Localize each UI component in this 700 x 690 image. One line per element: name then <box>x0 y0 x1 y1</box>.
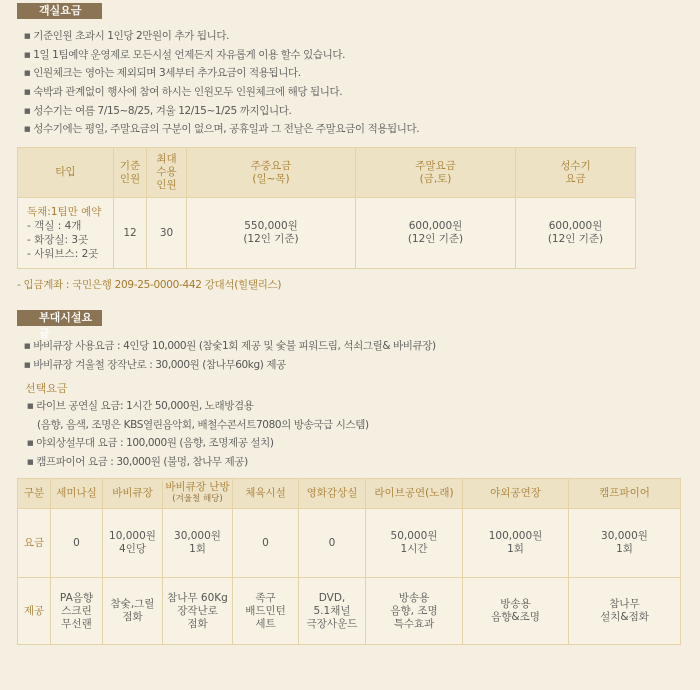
price-cell <box>516 198 636 269</box>
type-line: - 객실 : 4개 <box>27 220 82 232</box>
cell-line: 1회 <box>507 543 524 555</box>
cell-line: 타입 <box>55 166 76 178</box>
cell-line: 참나무 60Kg <box>167 591 228 604</box>
cell-line: 배드민턴 <box>245 604 286 617</box>
header-label: 라이브공연(노래) <box>374 487 454 499</box>
cell-line: 10,000원 <box>109 530 156 542</box>
room-rate-table <box>17 147 636 269</box>
facility-rate-table <box>17 478 681 645</box>
header-cell <box>163 479 233 509</box>
header-cell <box>114 148 147 198</box>
cell-line: 4인당 <box>119 543 146 555</box>
cell-line: 요금 <box>565 172 586 185</box>
table-cell <box>163 578 233 645</box>
note-item: ■ 바비큐장 사용요금 : 4인당 10,000원 (참숯1회 제공 및 숯불 피워드림, 석쇠그릴& 바비큐장) <box>24 337 436 356</box>
note-item: (음향, 음색, 조명은 KBS열린음악회, 배철수콘서트7080의 방송국급 시스템) <box>37 418 369 431</box>
cell-line: 1회 <box>189 543 206 555</box>
note-item: ■ 야외상설무대 요금 : 100,000원 (음향, 조명제공 설치) <box>27 434 369 453</box>
cell-line: 참숯,그릴 <box>110 598 155 610</box>
header-label: 바비큐장 난방 <box>165 481 230 493</box>
header-cell <box>18 148 114 198</box>
cell-line: 주말요금 <box>415 159 456 172</box>
header-cell <box>356 148 516 198</box>
header-label: 바비큐장 <box>112 487 153 499</box>
note-item: ■ 성수기에는 평일, 주말요금의 구분이 없으며, 공휴일과 그 전날은 주말요금이 적용됩니다. <box>24 120 419 139</box>
cell-line: PA음향 <box>59 591 94 604</box>
header-cell <box>463 479 569 509</box>
room-rates-tab: 객실요금 <box>17 3 102 19</box>
optional-title: 선택요금 <box>25 382 68 395</box>
cell-line: 5.1채널 <box>313 604 351 617</box>
cell-line: 성수기 <box>560 159 591 172</box>
cell-line: 1회 <box>616 543 633 555</box>
cell-line: 550,000원 <box>244 220 298 232</box>
header-cell <box>51 479 103 509</box>
header-cell <box>147 148 187 198</box>
type-line: - 사워브스: 2곳 <box>27 248 99 260</box>
table-cell <box>233 578 299 645</box>
header-sub: (겨울철 해당) <box>172 494 223 504</box>
header-cell <box>366 479 463 509</box>
cell-line: (일~목) <box>252 172 290 185</box>
cell-line: 장작난로 <box>177 604 218 617</box>
cell-line: 50,000원 <box>390 530 438 542</box>
cell-line: (12인 기준) <box>407 233 464 245</box>
table-cell <box>103 509 163 578</box>
table-cell <box>299 509 366 578</box>
max-persons-cell: 30 <box>147 198 187 269</box>
bank-account: - 입금계좌 : 국민은행 209-25-0000-442 강대석(힐탤리스) <box>17 279 282 291</box>
header-label: 야외공연장 <box>490 487 541 499</box>
cell-line: 설치&점화 <box>600 611 649 623</box>
cell-line: (12인 기준) <box>547 233 604 245</box>
note-item: ■ 라이브 공연실 요금: 1시간 50,000원, 노래방겸용 <box>27 397 369 416</box>
cell-line: 방송용 <box>500 598 531 610</box>
header-label: 캠프파이어 <box>599 487 650 499</box>
cell-line: 0 <box>328 536 336 549</box>
header-cell <box>103 479 163 509</box>
cell-line: 점화 <box>187 617 208 630</box>
row-label: 요금 <box>18 509 51 578</box>
header-label: 세미나실 <box>56 487 97 499</box>
room-notes <box>24 27 419 139</box>
table-cell <box>463 509 569 578</box>
note-item: ■ 바비큐장 겨울철 장작난로 : 30,000원 (참나무60kg) 제공 <box>24 356 436 375</box>
note-item: ■ 기준인원 초과시 1인당 2만원이 추가 됩니다. <box>24 27 419 46</box>
cell-line: 최대 <box>156 153 177 165</box>
cell-line: 600,000원 <box>548 220 603 232</box>
header-cell <box>569 479 681 509</box>
table-cell <box>366 578 463 645</box>
cell-line: 극장사운드 <box>306 617 358 630</box>
cell-line: (금,토) <box>419 172 452 185</box>
cell-line: 1시간 <box>400 543 428 555</box>
table-cell <box>569 509 681 578</box>
cell-line: DVD, <box>318 591 346 604</box>
cell-line: 인원 <box>156 179 177 191</box>
table-cell <box>463 578 569 645</box>
note-item: ■ 성수기는 여름 7/15~8/25, 겨울 12/15~1/25 까지입니다. <box>24 102 419 121</box>
table-cell <box>103 578 163 645</box>
cell-line: 30,000원 <box>174 530 221 542</box>
table-cell <box>51 578 103 645</box>
base-persons-cell: 12 <box>114 198 147 269</box>
cell-line: 참나무 <box>609 598 640 610</box>
type-line: - 화장실: 3곳 <box>27 234 89 246</box>
cell-line: 방송용 <box>398 591 430 604</box>
header-cell <box>299 479 366 509</box>
table-cell <box>366 509 463 578</box>
price-cell <box>356 198 516 269</box>
cell-line: 0 <box>73 536 80 549</box>
type-cell <box>18 198 114 269</box>
header-cell <box>516 148 636 198</box>
cell-line: 0 <box>262 536 269 549</box>
corner-cell: 구분 <box>18 479 51 509</box>
header-label: 체육시설 <box>245 487 286 499</box>
optional-notes <box>27 397 369 472</box>
note-item: ■ 1일 1팀예약 운영제로 모든시설 언제든지 자유롭게 이용 할수 있습니다. <box>24 46 419 65</box>
header-cell <box>233 479 299 509</box>
table-cell <box>569 578 681 645</box>
cell-line: 특수효과 <box>393 617 435 630</box>
table-cell <box>51 509 103 578</box>
type-title: 독채:1팀만 예약 <box>27 206 102 218</box>
cell-line: 스크린 <box>61 604 92 617</box>
cell-line: 30,000원 <box>601 530 648 542</box>
row-label: 제공 <box>18 578 51 645</box>
cell-line: 기준 <box>119 159 141 172</box>
table-cell <box>299 578 366 645</box>
cell-line: 인원 <box>119 172 141 185</box>
table-cell <box>163 509 233 578</box>
header-cell <box>187 148 356 198</box>
cell-line: 음향, 조명 <box>390 604 438 617</box>
header-label: 영화감상실 <box>306 487 358 499</box>
facility-notes <box>24 337 436 374</box>
note-item: ■ 숙박과 관계없이 행사에 참여 하시는 인원모두 인원체크에 해당 됩니다. <box>24 83 419 102</box>
cell-line: 600,000원 <box>408 220 463 232</box>
cell-line: 세트 <box>255 617 276 630</box>
facility-rates-tab: 부대시설요금 <box>17 310 102 326</box>
note-item: ■ 캠프파이어 요금 : 30,000원 (불멍, 참나무 제공) <box>27 453 369 472</box>
cell-line: (12인 기준) <box>243 233 299 245</box>
cell-line: 주중요금 <box>250 159 292 172</box>
cell-line: 점화 <box>122 611 143 623</box>
cell-line: 100,000원 <box>488 530 543 542</box>
cell-line: 무선랜 <box>61 617 92 630</box>
note-item: ■ 인원체크는 영아는 제외되며 3세부터 추가요금이 적용됩니다. <box>24 64 419 83</box>
cell-line: 족구 <box>255 591 276 604</box>
cell-line: 수용 <box>156 166 177 178</box>
price-cell <box>187 198 356 269</box>
cell-line: 음향&조명 <box>491 611 540 623</box>
table-cell <box>233 509 299 578</box>
